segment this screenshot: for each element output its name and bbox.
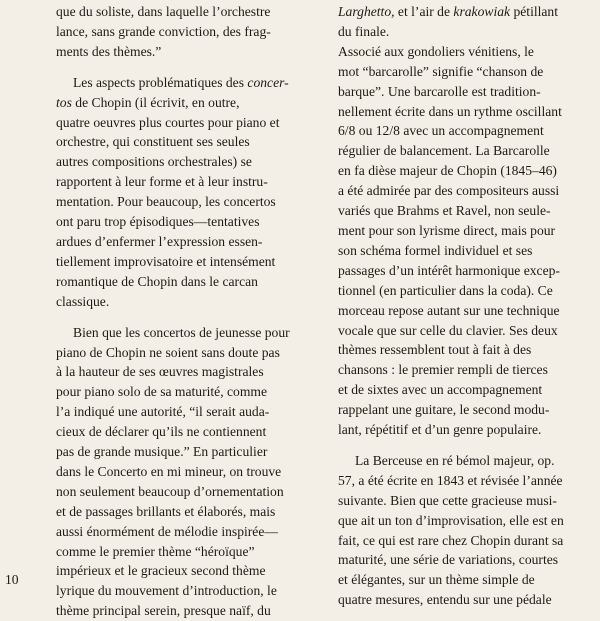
text-line: nellement écrite dans un rythme oscillant [338, 103, 562, 119]
text-line: fait, ce qui est rare chez Chopin durant sa [338, 532, 564, 548]
text-line: et de sixtes avec un accompagnement [338, 382, 543, 398]
text-line: pas de grande musique.” En particulier [56, 444, 268, 460]
text-line: orchestre, qui constituent ses seules [56, 134, 250, 150]
text-line: barque”. Une barcarolle est tradition- [338, 83, 541, 99]
text-line: ont paru trop épisodiques—tentatives [56, 214, 260, 230]
text-line: cieux de déclarer qu’ils ne contiennent [56, 424, 267, 440]
text-line: romantique de Chopin dans le carcan [56, 273, 258, 289]
text-line: thèmes ressemblent tout à fait à des [338, 342, 532, 358]
text-line: en fa dièse majeur de Chopin (1845–46) [338, 163, 557, 179]
text-line: thème principal serein, presque naïf, du [56, 603, 271, 619]
text-line: vocale que sur celle du clavier. Ses deux [338, 322, 558, 338]
left-text-column [56, 2, 314, 621]
page-number: 10 [5, 572, 19, 587]
text-line: que du soliste, dans laquelle l’orchestre [56, 4, 271, 19]
text-line: morceau repose autant sur une technique [338, 302, 560, 318]
text-line: maturité, une série de variations, courtes [338, 552, 559, 568]
text-line: quatre mesures, entendu sur une pédale [338, 592, 552, 608]
text-line: l’a indiqué une autorité, “il serait auda- [56, 404, 270, 420]
right-text-column [338, 2, 592, 610]
text-line: quatre oeuvres plus courtes pour piano et [56, 114, 280, 130]
text-line: comme le premier thème “héroïque” [56, 543, 255, 559]
text-line: 6/8 ou 12/8 avec un accompagnement [338, 123, 544, 139]
italic-text: Larghetto, [338, 4, 395, 19]
text-line: classique. [56, 293, 110, 309]
italic-text: concer- [247, 74, 289, 90]
text-line: à la hauteur de ses œuvres magistrales [56, 364, 264, 380]
text-line: dans le Concerto en mi mineur, on trouve [56, 463, 282, 479]
text-line: que ait un ton d’improvisation, elle est en [338, 512, 564, 528]
text-line: lant, répétitif et d’un genre populaire. [338, 422, 542, 438]
paragraph-gap [338, 440, 592, 451]
text-line: La Berceuse en ré bémol majeur, op. [355, 452, 555, 468]
text-line: ments des thèmes.” [56, 43, 162, 59]
text-line: ardues d’enfermer l’expression essen- [56, 233, 263, 249]
text-line: lyrique du mouvement d’introduction, le [56, 583, 277, 599]
text-line: variés que Brahms et Ravel, non seule- [338, 203, 551, 219]
text-line: rapportent à leur forme et à leur instru- [56, 174, 268, 190]
text-line: rappelant une guitare, le second modu- [338, 402, 550, 418]
text-line: Associé aux gondoliers vénitiens, le [338, 43, 534, 59]
text-line: autres compositions orchestrales) se [56, 154, 252, 170]
text-line: impérieux et le gracieux second thème [56, 563, 266, 579]
text-line: 57, a été écrite en 1843 et révisée l’année [338, 472, 563, 488]
text-line: et de passages brillants et élaborés, mais [56, 503, 276, 519]
text-line: a été admirée par des compositeurs aussi [338, 183, 560, 199]
text-line: chansons : le premier rempli de tierces [338, 362, 548, 378]
text-line: et élégantes, sur un thème simple de [338, 572, 535, 588]
text-line: Bien que les concertos de jeunesse pour [73, 324, 290, 340]
text-line: tos de Chopin (il écrivit, en outre, [56, 94, 240, 110]
text-line: régulier de balancement. La Barcarolle [338, 143, 550, 159]
text-line: tiellement improvisatoire et intensément [56, 253, 276, 269]
text-line: mentation. Pour beaucoup, les concertos [56, 194, 276, 210]
text-line: du finale. [338, 23, 390, 39]
text-line: lance, sans grande conviction, des frag- [56, 23, 271, 39]
paragraph-gap [56, 312, 314, 323]
text-line: son schéma formel individuel et ses [338, 242, 533, 258]
text-line: Les aspects problématiques des concer- [73, 74, 289, 90]
text-line: non seulement beaucoup d’ornementation [56, 483, 284, 499]
text-line: tionnel (en particulier dans la coda). Ce [338, 282, 553, 298]
text-line: passages d’un intérêt harmonique excep- [338, 262, 560, 278]
text-line: piano de Chopin ne soient sans doute pas [56, 344, 280, 360]
text-line: pour piano solo de sa maturité, comme [56, 384, 268, 400]
paragraph-gap [56, 62, 314, 73]
text-line: Larghetto, et l’air de krakowiak pétillant [338, 4, 559, 19]
text-line: mot “barcarolle” signifie “chanson de [338, 63, 544, 79]
text-line: aussi énormément de mélodie inspirée— [56, 523, 278, 539]
text-line: ment pour son lyrisme direct, mais pour [338, 222, 556, 238]
italic-text: tos [56, 94, 72, 110]
text-line: suivante. Bien que cette gracieuse musi- [338, 492, 557, 508]
italic-text: krakowiak [453, 4, 511, 19]
